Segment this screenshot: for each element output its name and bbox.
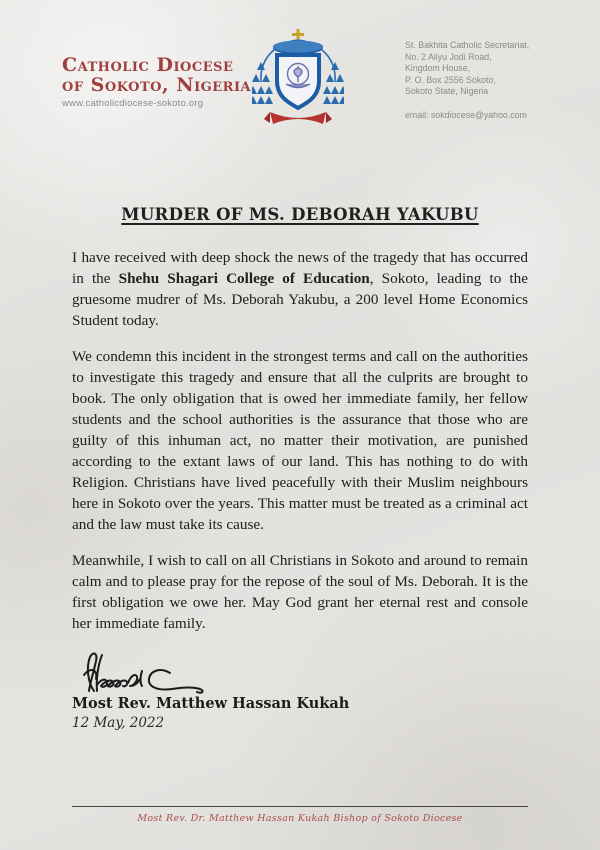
letter-date: 12 May, 2022 — [72, 715, 165, 731]
org-block — [62, 55, 251, 109]
org-website: www.catholicdiocese-sokoto.org — [62, 98, 204, 109]
diocese-crest-icon — [252, 28, 344, 130]
org-name-line1: Catholic Diocese — [62, 54, 234, 76]
letterhead — [0, 0, 600, 150]
address-line-1: St. Bakhita Catholic Secretariat, — [405, 40, 530, 50]
paragraph-2: We condemn this incident in the strongest terms and call on the authorities to investigate this tragedy and ensure that all the culprits are brought to book. The only obligation that is owed her immediate family, her fellow students and the school authorities is the assurance that those who are guilty of this inhuman act, no matter their motivation, are punished according to the extant laws of our land. This has nothing to do with Religion. Christians have lived peacefully with their Muslim neighbours here in Sokoto over the years. This matter must be treated as a criminal act and the law must take its cause. — [72, 348, 528, 533]
signature-handwriting — [72, 649, 528, 695]
footer-text: Most Rev. Dr. Matthew Hassan Kukah Bishop of Sokoto Diocese — [137, 813, 463, 824]
paragraph-1-text-after: , Sokoto, leading to the gruesome mudrer of Ms. Deborah Yakubu, a 200 level Home Economics Student today. — [72, 270, 528, 329]
college-name: Shehu Shagari College of Education — [118, 270, 370, 287]
address-line-3: Kingdom House, — [405, 63, 471, 74]
email-line: email: sokdiocese@yahoo.com — [405, 109, 527, 120]
paragraph-1-text-before: I have received with deep shock the news of the tragedy that has occurred in the — [72, 249, 528, 287]
address-block — [405, 40, 529, 122]
paragraph-3: Meanwhile, I wish to call on all Christians in Sokoto and around to remain calm and to please pray for the repose of the soul of Ms. Deborah. It is the first obligation we owe her. May God grant her eternal rest and console her immediate family. — [72, 552, 528, 632]
signatory-name: Most Rev. Matthew Hassan Kukah — [72, 695, 350, 712]
coat-of-arms-icon — [252, 28, 344, 130]
address-line-2: No. 2 Aliyu Jodi Road, — [405, 51, 492, 62]
paragraph-1 — [72, 247, 528, 331]
address-line-5: Sokoto State, Nigeria — [405, 86, 489, 97]
footer — [72, 806, 528, 824]
signature-icon — [72, 649, 222, 695]
footer-rule — [72, 806, 528, 807]
letter-body — [72, 205, 528, 731]
org-name-line2: of Sokoto, Nigeria — [62, 74, 252, 96]
address-line-4: P. O. Box 2556 Sokoto, — [405, 74, 496, 85]
letter-title: MURDER OF MS. DEBORAH YAKUBU — [121, 205, 479, 224]
org-name — [62, 55, 251, 95]
